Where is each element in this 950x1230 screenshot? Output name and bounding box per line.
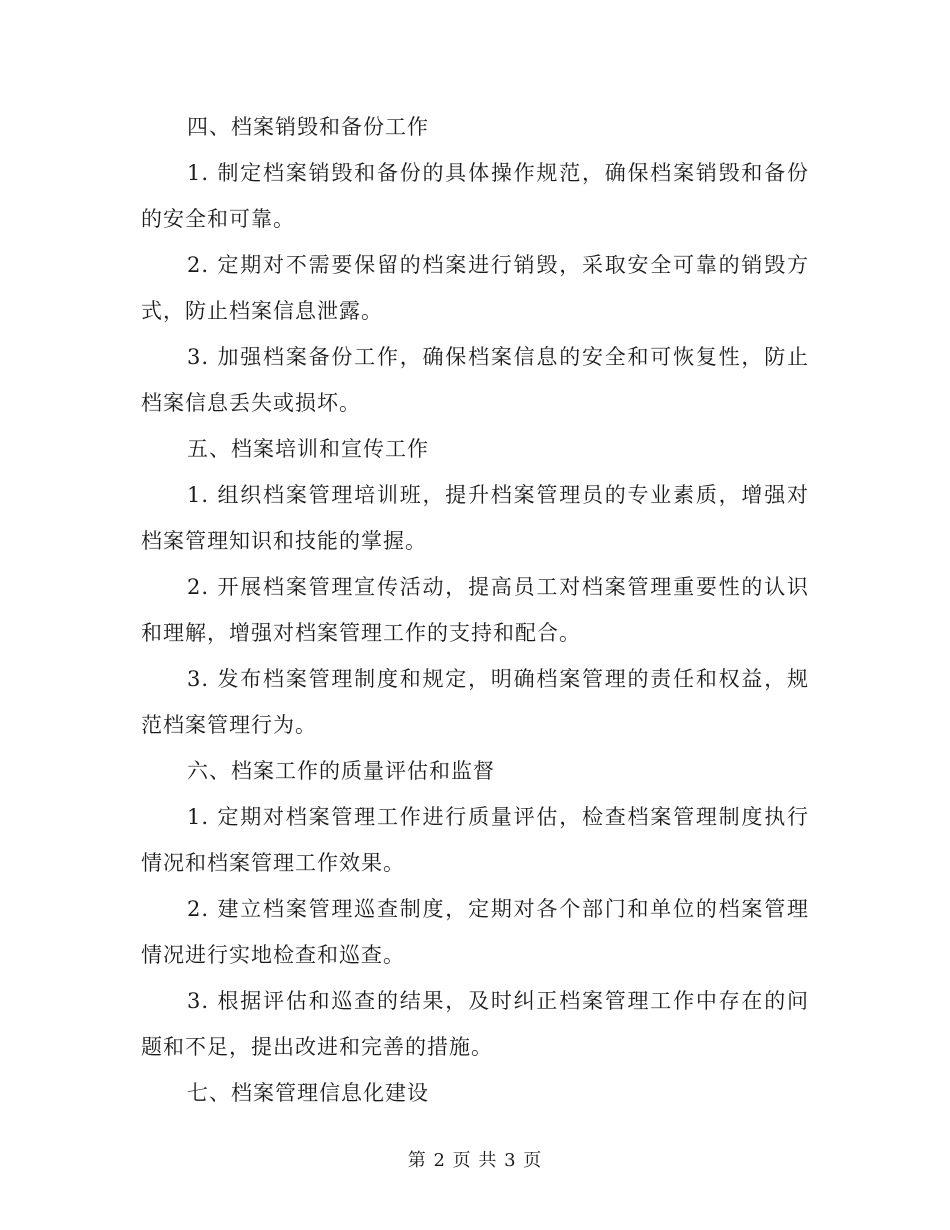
paragraph: 1. 制定档案销毁和备份的具体操作规范，确保档案销毁和备份的安全和可靠。 bbox=[141, 161, 809, 231]
paragraph: 3. 加强档案备份工作，确保档案信息的安全和可恢复性，防止档案信息丢失或损坏。 bbox=[141, 345, 809, 415]
page-number-footer: 第 2 页 共 3 页 bbox=[407, 1150, 543, 1171]
paragraph: 2. 定期对不需要保留的档案进行销毁，采取安全可靠的销毁方式，防止档案信息泄露。 bbox=[141, 253, 809, 323]
section-heading: 七、档案管理信息化建设 bbox=[187, 1081, 429, 1105]
section-heading: 五、档案培训和宣传工作 bbox=[187, 437, 429, 461]
section-heading: 六、档案工作的质量评估和监督 bbox=[187, 759, 495, 783]
paragraph: 3. 发布档案管理制度和规定，明确档案管理的责任和权益，规范档案管理行为。 bbox=[141, 667, 809, 737]
paragraph: 2. 建立档案管理巡查制度，定期对各个部门和单位的档案管理情况进行实地检查和巡查。 bbox=[141, 897, 809, 967]
paragraph: 1. 组织档案管理培训班，提升档案管理员的专业素质，增强对档案管理知识和技能的掌握。 bbox=[141, 483, 809, 553]
paragraph: 2. 开展档案管理宣传活动，提高员工对档案管理重要性的认识和理解，增强对档案管理工作的支持和配合。 bbox=[141, 575, 809, 645]
document-body bbox=[141, 104, 809, 1116]
paragraph: 3. 根据评估和巡查的结果，及时纠正档案管理工作中存在的问题和不足，提出改进和完善的措施。 bbox=[141, 989, 809, 1059]
section-heading: 四、档案销毁和备份工作 bbox=[187, 115, 429, 139]
paragraph: 1. 定期对档案管理工作进行质量评估，检查档案管理制度执行情况和档案管理工作效果。 bbox=[141, 805, 809, 875]
